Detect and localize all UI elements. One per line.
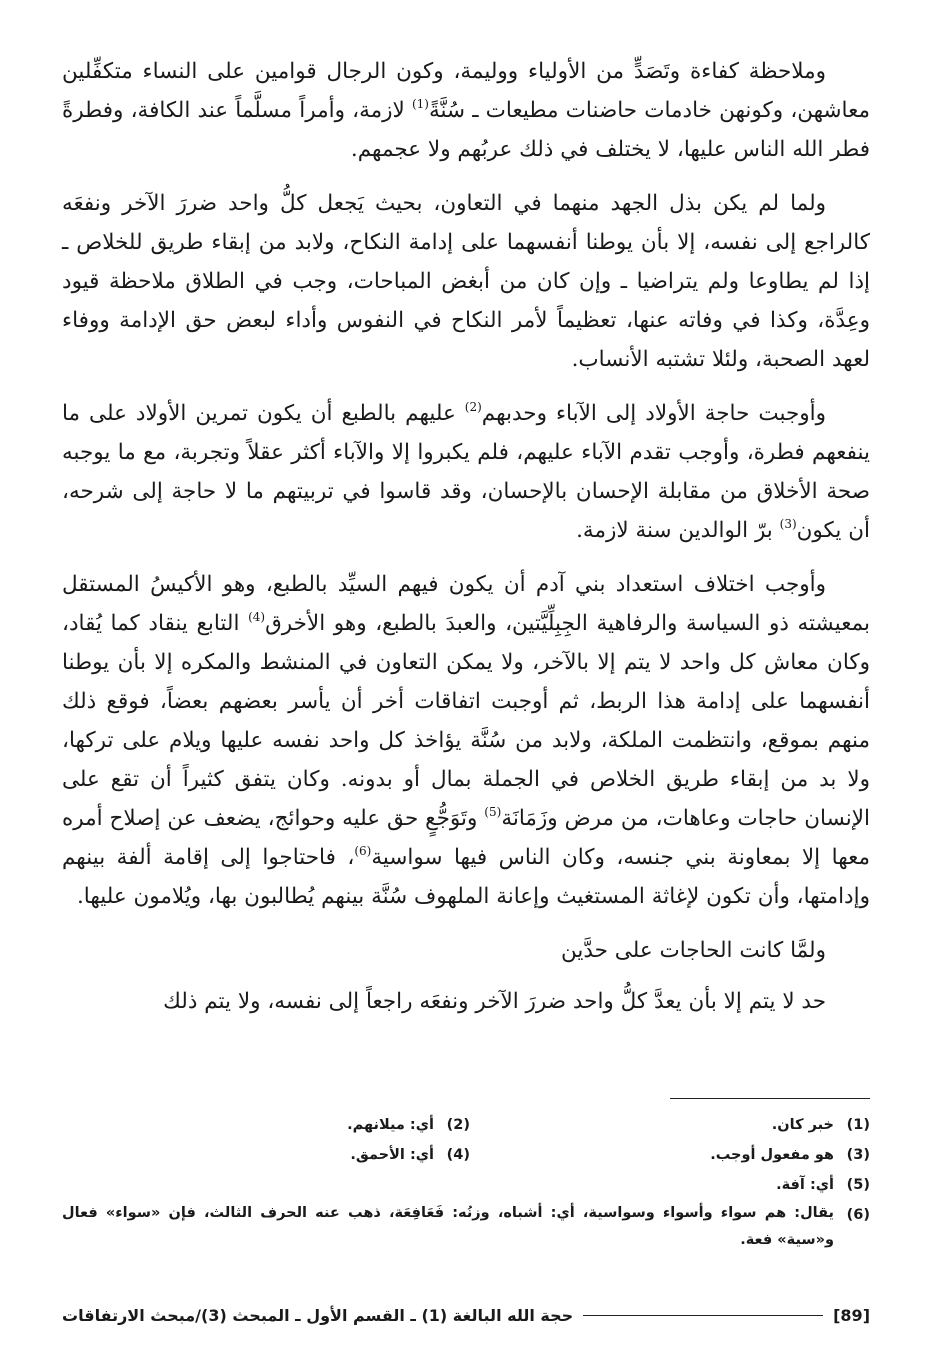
- text-run: وملاحظة كفاءة وتَصَدٍّ من الأولياء ووليمة، وكون الرجال قوامين على النساء متكفِّلين معاشهن، وكونهن خادمات حاضنات مطيعات ـ سُنَّةً: [62, 59, 870, 123]
- footnote-marker: (6): [354, 844, 372, 858]
- footnote-marker: (1): [411, 97, 429, 111]
- paragraph-6: [62, 982, 870, 1021]
- text-run: وأوجب اختلاف استعداد بني آدم أن يكون فيهم السيِّد بالطبع، وهو الأكيسُ المستقل بمعيشته ذو السياسة والرفاهية الجِبِلِّيَّتين، والعبدَ بالطبع، وهو الأخرق: [62, 572, 870, 636]
- text-run: لازمة، وأمراً مسلَّماً عند الكافة، وفطرةً فطر الله الناس عليها، لا يختلف في ذلك عربُهم ولا عجمهم.: [62, 98, 870, 162]
- text-run: برّ الوالدين سنة لازمة.: [576, 518, 780, 543]
- footnote-separator: [670, 1098, 870, 1099]
- running-head: حجة الله البالغة (1) ـ القسم الأول ـ المبحث (3)/مبحث الارتفاقات: [62, 1305, 574, 1325]
- footnote-4: [70, 1140, 470, 1170]
- footnote-text: أي: الأحمق.: [350, 1147, 434, 1163]
- footnote-marker: (3): [779, 517, 797, 531]
- footnotes: [62, 1110, 870, 1254]
- footnote-row: [62, 1170, 870, 1200]
- text-run: وأوجبت حاجة الأولاد إلى الآباء وحدبهم: [481, 401, 826, 426]
- footnote-number: (6): [846, 1207, 870, 1223]
- footnote-text: هو مفعول أوجب.: [710, 1147, 834, 1163]
- text-run: عليهم بالطبع أن يكون تمرين الأولاد على ما ينفعهم فطرة، وأوجب تقدم الآباء عليهم، فلم يكبروا إلا والآباء أكثر عقلاً وتجربة، مع ما يوجبه صحة الأخلاق من مقابلة الإحسان بالإحسان، وقد قاسوا في تربيتهم ما لا حاجة إلى شرحه، أن يكون: [62, 401, 870, 543]
- footnote-5: [470, 1170, 870, 1200]
- footnote-number: (2): [446, 1117, 470, 1133]
- footnote-text: يقال: هم سواء وأسواء وسواسية، أي: أشباه، وزنُه: فَعَافِعَة، ذهب عنه الحرف الثالث، فإن «سواء» فعال و«سية» فعة.: [62, 1205, 834, 1248]
- footnote-number: (1): [846, 1117, 870, 1133]
- paragraph-1: [62, 52, 870, 169]
- text-run: حد لا يتم إلا بأن يعدَّ كلُّ واحد ضررَ الآخر ونفعَه راجعاً إلى نفسه، ولا يتم ذلك: [163, 989, 826, 1014]
- footnote-row: [62, 1140, 870, 1170]
- text-run: ولمَّا كانت الحاجات على حدَّين: [561, 938, 826, 963]
- footnote-text: خبر كان.: [771, 1117, 834, 1133]
- page-footer: [62, 1300, 870, 1330]
- footer-rule: [583, 1315, 823, 1316]
- footnote-marker: (5): [484, 805, 502, 819]
- footnote-3: [470, 1140, 870, 1170]
- paragraph-5: [62, 931, 870, 970]
- main-text: [62, 52, 870, 1021]
- footnote-text: أي: ميلانهم.: [347, 1117, 434, 1133]
- text-run: التابع ينقاد كما يُقاد، وكان معاش كل واحد لا يتم إلا بالآخر، ولا يمكن التعاون في المنشط والمكره إلا بأن يوطنا أنفسهما على إدامة هذا الربط، ثم أوجبت اتفاقات أخر أن يأسر بعضهم بعضاً، فوقع ذلك منهم بموقع، وانتظمت الملكة، ولابد من سُنَّة يؤاخذ كل واحد نفسه عليها ويلام على تركها، ولا بد من إبقاء طريق الخلاص في الجملة بمال أو بدونه. وكان يتفق كثيراً أن تقع على الإنسان حاجات وعاهات، من مرض وزَمَانَة: [62, 611, 870, 831]
- paragraph-4: [62, 565, 870, 916]
- footnote-1: [470, 1110, 870, 1140]
- footnote-number: (4): [446, 1147, 470, 1163]
- footnote-text: أي: آفة.: [776, 1177, 834, 1193]
- text-run: ولما لم يكن بذل الجهد منهما في التعاون، بحيث يَجعل كلُّ واحد ضررَ الآخر ونفعَه كالراجع إلى نفسه، إلا بأن يوطنا أنفسهما على إدامة النكاح، ولابد من إبقاء طريق للخلاص ـ إذا لم يطاوعا ولم يتراضيا ـ وإن كان من أبغض المباحات، وجب في الطلاق ملاحظة قيود وعِدَّة، وكذا في وفاته عنها، تعظيماً لأمر النكاح في النفوس وأداء لبعض حق الإدامة ووفاء لعهد الصحبة، ولئلا تشتبه الأنساب.: [62, 191, 870, 372]
- footnote-2: [70, 1110, 470, 1140]
- page-number: [89]: [833, 1305, 870, 1325]
- footnote-number: (5): [846, 1177, 870, 1193]
- text-run: وتَوَجُّعٍ حق عليه وحوائج، يضعف عن إصلاح أمره معها إلا بمعاونة بني جنسه، وكان الناس فيها سواسية: [62, 806, 870, 870]
- text-run: ، فاحتاجوا إلى إقامة ألفة بينهم وإدامتها، وأن تكون لإغاثة المستغيث وإعانة الملهوف سُنَّة بينهم يُطالبون بها، ويُلامون عليها.: [62, 845, 870, 909]
- footnote-number: (3): [846, 1147, 870, 1163]
- footnote-marker: (2): [464, 400, 482, 414]
- paragraph-2: [62, 184, 870, 379]
- footnote-row: [62, 1110, 870, 1140]
- paragraph-3: [62, 394, 870, 550]
- footnote-marker: (4): [248, 610, 266, 624]
- footnote-6: [62, 1200, 870, 1254]
